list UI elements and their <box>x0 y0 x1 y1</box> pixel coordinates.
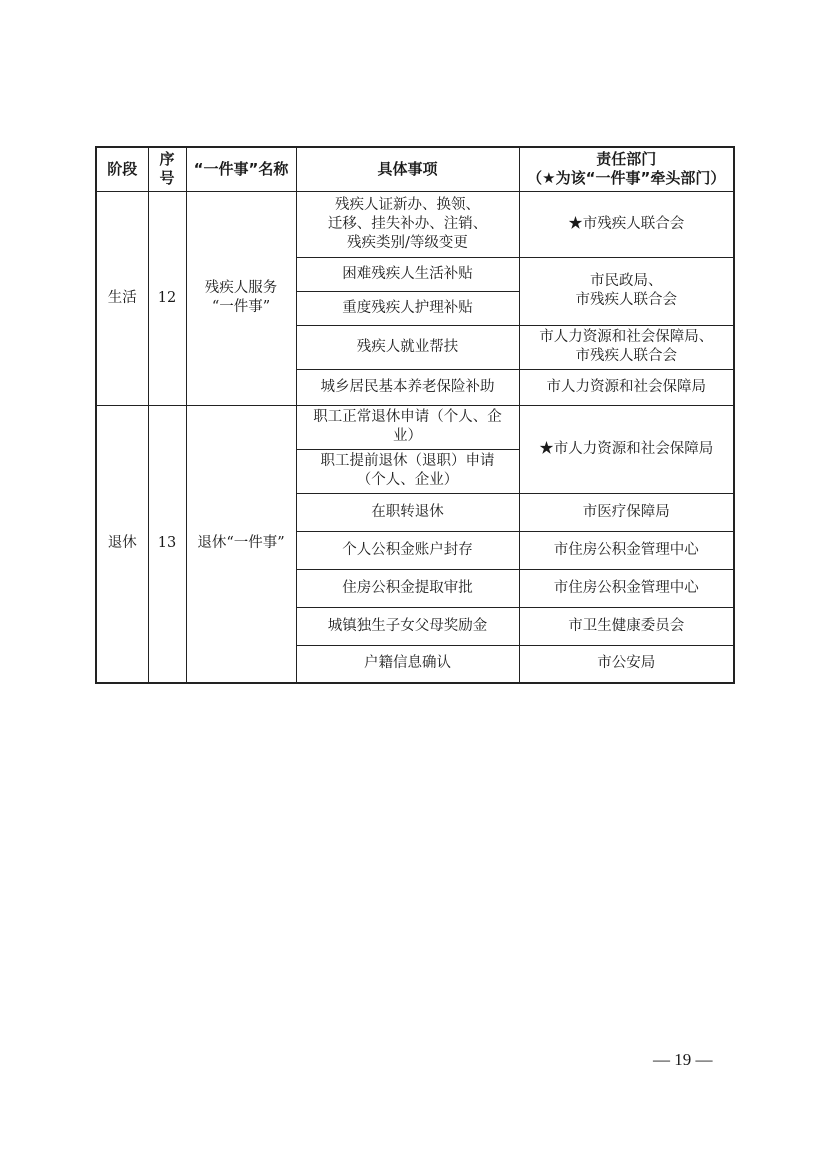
dept-cell: 市住房公积金管理中心 <box>519 569 734 607</box>
dept-cell: 市公安局 <box>519 645 734 683</box>
seq-cell: 13 <box>148 405 186 683</box>
dept-cell: 市住房公积金管理中心 <box>519 531 734 569</box>
item-cell: 个人公积金账户封存 <box>296 531 519 569</box>
item-cell: 城乡居民基本养老保险补助 <box>296 369 519 405</box>
item-cell: 在职转退休 <box>296 493 519 531</box>
dept-cell: ★市人力资源和社会保障局 <box>519 405 734 493</box>
header-name: “一件事”名称 <box>186 147 296 191</box>
name-cell: 退休“一件事” <box>186 405 296 683</box>
dept-cell: 市人力资源和社会保障局 <box>519 369 734 405</box>
header-dept: 责任部门 （★为该“一件事”牵头部门） <box>519 147 734 191</box>
dept-cell: ★市残疾人联合会 <box>519 191 734 257</box>
page-number: — 19 — <box>653 1050 713 1069</box>
stage-cell: 生活 <box>96 191 148 405</box>
item-cell: 职工提前退休（退职）申请 （个人、企业） <box>296 449 519 493</box>
table-row <box>96 405 734 449</box>
dept-cell: 市民政局、 市残疾人联合会 <box>519 257 734 325</box>
seq-cell: 12 <box>148 191 186 405</box>
table-header-row <box>96 147 734 191</box>
header-seq: 序号 <box>148 147 186 191</box>
item-cell: 职工正常退休申请（个人、企 业） <box>296 405 519 449</box>
dept-cell: 市卫生健康委员会 <box>519 607 734 645</box>
item-cell: 残疾人就业帮扶 <box>296 325 519 369</box>
name-cell: 残疾人服务 “一件事” <box>186 191 296 405</box>
table-row <box>96 191 734 257</box>
dept-cell: 市医疗保障局 <box>519 493 734 531</box>
dept-cell: 市人力资源和社会保障局、 市残疾人联合会 <box>519 325 734 369</box>
item-cell: 重度残疾人护理补贴 <box>296 291 519 325</box>
item-cell: 户籍信息确认 <box>296 645 519 683</box>
header-item: 具体事项 <box>296 147 519 191</box>
item-cell: 城镇独生子女父母奖励金 <box>296 607 519 645</box>
header-stage: 阶段 <box>96 147 148 191</box>
item-cell: 困难残疾人生活补贴 <box>296 257 519 291</box>
item-cell: 住房公积金提取审批 <box>296 569 519 607</box>
item-cell: 残疾人证新办、换领、 迁移、挂失补办、注销、 残疾类别/等级变更 <box>296 191 519 257</box>
service-table <box>95 146 735 684</box>
stage-cell: 退休 <box>96 405 148 683</box>
